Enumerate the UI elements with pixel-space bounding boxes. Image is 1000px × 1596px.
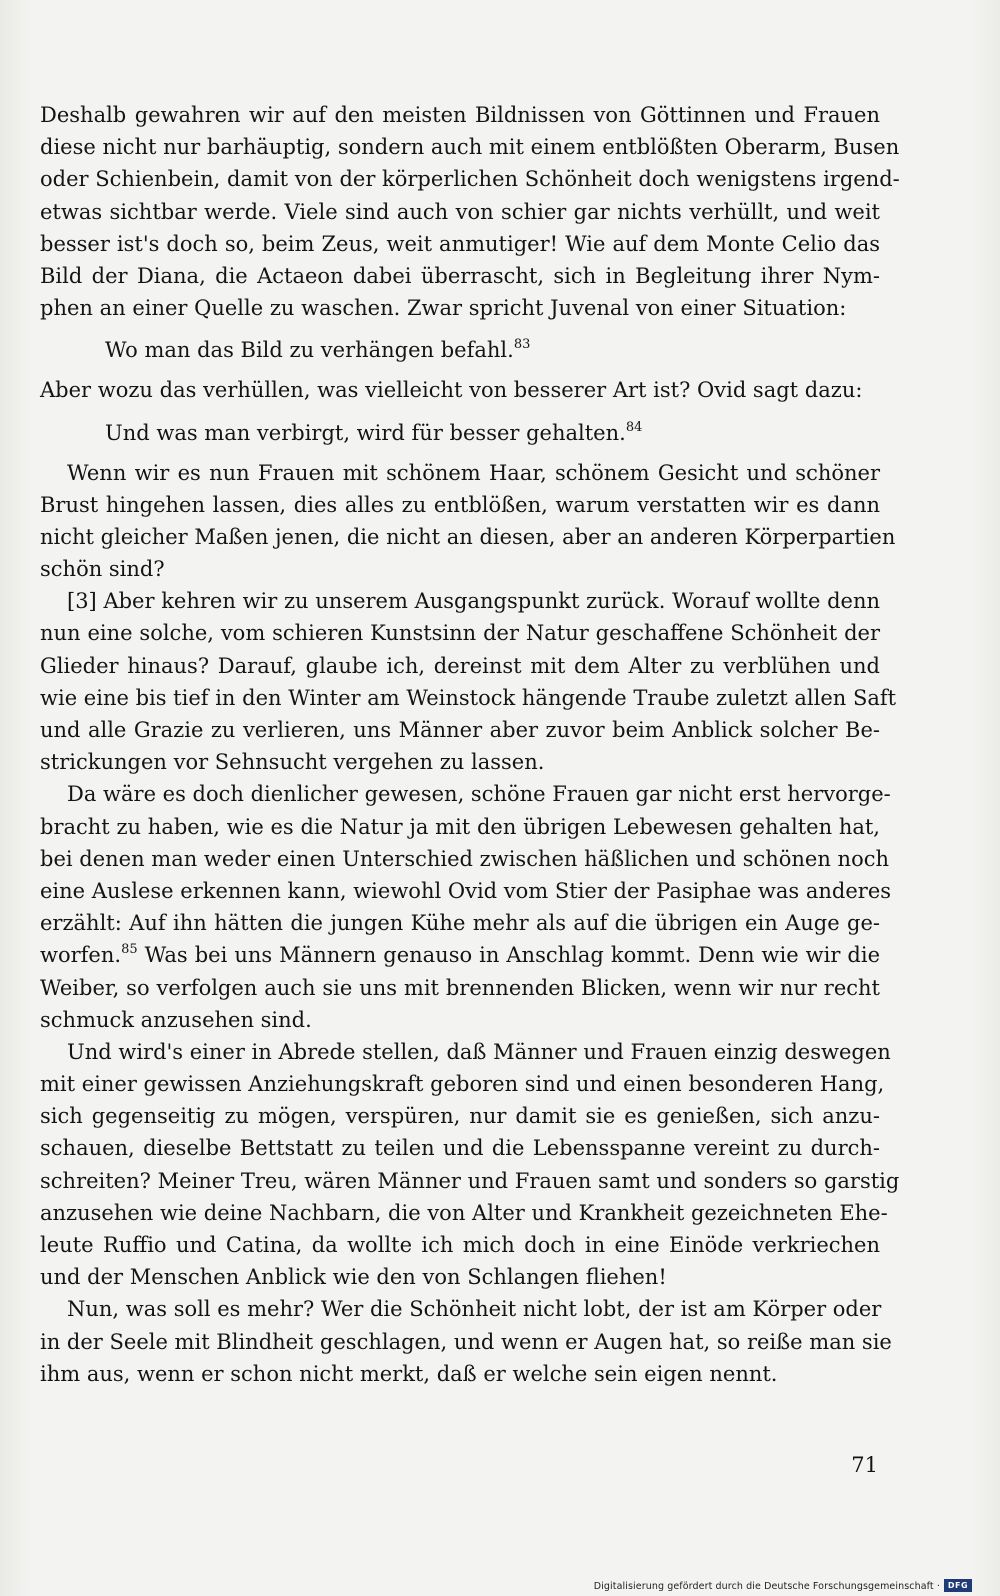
line-text: bei denen man weder einen Unterschied zwischen häßlichen und schönen noch — [40, 846, 890, 871]
line-text: [3] Aber kehren wir zu unserem Ausgangspunkt zurück. Worauf wollte denn — [67, 589, 880, 614]
text-line — [40, 843, 890, 875]
text-line — [40, 521, 896, 553]
verse-line — [40, 457, 880, 489]
text-line — [40, 196, 880, 228]
text-line — [40, 1036, 891, 1068]
line-text: nun eine solche, vom schieren Kunstsinn der Natur geschaffene Schönheit der — [40, 621, 880, 646]
line-text: anzusehen wie deine Nachbarn, die von Alter und Krankheit gezeichneten Ehe- — [40, 1200, 888, 1225]
line-text: bracht zu haben, wie es die Natur ja mit den übrigen Lebewesen gehalten hat, — [40, 814, 880, 839]
line-text: Aber wozu das verhüllen, was vielleicht von besserer Art ist? Ovid sagt dazu: — [40, 378, 863, 403]
line-text: in der Seele mit Blindheit geschlagen, und wenn er Augen hat, so reiße man sie — [40, 1329, 892, 1354]
text-line — [40, 553, 880, 585]
text-line — [40, 1326, 892, 1358]
verse-line — [40, 411, 880, 455]
verse-line — [40, 374, 880, 406]
line-text: Und wird's einer in Abrede stellen, daß Männer und Frauen einzig deswegen — [67, 1039, 891, 1064]
text-line — [40, 1068, 885, 1100]
line-text: wie eine bis tief in den Winter am Weinstock hängende Traube zuletzt allen Saft — [40, 685, 897, 710]
funding-note: Digitalisierung gefördert durch die Deutsche Forschungsgemeinschaft · — [593, 1581, 940, 1592]
text-line — [40, 907, 880, 939]
text-line — [40, 617, 880, 649]
line-text: worfen. — [40, 943, 122, 968]
line-text: Deshalb gewahren wir auf den meisten Bildnissen von Göttinnen und Frauen — [40, 103, 880, 127]
line-text: nicht gleicher Maßen jenen, die nicht an diesen, aber an anderen Körperpartien — [40, 524, 896, 549]
line-text: schauen, dieselbe Bettstatt zu teilen und die Lebensspanne vereint zu durch- — [40, 1136, 880, 1161]
line-text: Glieder hinaus? Darauf, glaube ich, dereinst mit dem Alter zu verblühen und — [40, 653, 880, 678]
line-text: sich gegenseitig zu mögen, verspüren, nur damit sie es genießen, sich anzu- — [40, 1104, 880, 1129]
text-line — [40, 1197, 888, 1229]
line-text: erzählt: Auf ihn hätten die jungen Kühe mehr als auf die übrigen ein Auge ge- — [40, 911, 880, 936]
text-line — [40, 972, 880, 1004]
text-line — [40, 260, 880, 292]
text-line — [40, 746, 880, 778]
text-line — [40, 1132, 880, 1164]
line-text: Bild der Diana, die Actaeon dabei überrascht, sich in Begleitung ihrer Nym- — [40, 263, 880, 288]
line-text: und der Menschen Anblick wie den von Schlangen fliehen! — [40, 1265, 667, 1290]
text-line — [40, 875, 892, 907]
footnote-ref: 84 — [625, 419, 643, 435]
text-line — [40, 163, 900, 195]
line-text: oder Schienbein, damit von der körperlichen Schönheit doch wenigstens irgend- — [40, 167, 900, 192]
line-text: mit einer gewissen Anziehungskraft geboren sind und einen besonderen Hang, — [40, 1072, 885, 1097]
text-line — [40, 99, 880, 131]
line-text: besser ist's doch so, beim Zeus, weit anmutiger! Wie auf dem Monte Celio das — [40, 231, 880, 256]
text-line — [40, 489, 880, 521]
line-text: strickungen vor Sehnsucht vergehen zu lassen. — [40, 750, 545, 775]
line-text: schreiten? Meiner Treu, wären Männer und Frauen samt und sonders so garstig — [40, 1168, 900, 1193]
line-text: Und was man verbirgt, wird für besser gehalten. — [105, 420, 626, 445]
line-text: leute Ruffio und Catina, da wollte ich mich doch in eine Einöde verkriechen — [40, 1233, 880, 1257]
text-line — [40, 1261, 880, 1293]
text-line — [40, 131, 900, 163]
line-text: phen an einer Quelle zu waschen. Zwar spricht Juvenal von einer Situation: — [40, 296, 847, 321]
footnote-ref: 85 — [121, 942, 138, 958]
line-text: Nun, was soll es mehr? Wer die Schönheit nicht lobt, der ist am Körper oder — [67, 1297, 882, 1322]
line-text: ihm aus, wenn er schon nicht merkt, daß er welche sein eigen nennt. — [40, 1361, 778, 1386]
line-text: Wenn wir es nun Frauen mit schönem Haar, schönem Gesicht und schöner — [67, 460, 880, 485]
line-text-continued: Was bei uns Männern genauso in Anschlag kommt. Denn wie wir die — [137, 943, 880, 968]
text-line — [40, 650, 880, 682]
dfg-logo: DFG — [944, 1579, 972, 1592]
text-line — [40, 292, 880, 324]
text-line — [40, 1165, 900, 1197]
text-line — [40, 1358, 880, 1390]
text-line — [40, 1004, 880, 1036]
text-line — [40, 228, 880, 260]
text-line — [40, 811, 880, 843]
line-text: Da wäre es doch dienlicher gewesen, schöne Frauen gar nicht erst hervorge- — [67, 782, 891, 807]
line-text: und alle Grazie zu verlieren, uns Männer aber zuvor beim Anblick solcher Be- — [40, 718, 880, 742]
text-line — [40, 778, 891, 810]
text-line — [40, 1229, 880, 1261]
body-text — [40, 99, 900, 1390]
page-number: 71 — [851, 1453, 878, 1477]
line-text: Weiber, so verfolgen auch sie uns mit brennenden Blicken, wenn wir nur recht — [40, 975, 880, 1000]
verse-line — [40, 328, 880, 372]
text-line — [40, 682, 897, 714]
footnote-ref: 83 — [513, 337, 531, 353]
text-line — [40, 714, 880, 746]
text-line — [40, 585, 880, 617]
line-text: Brust hingehen lassen, dies alles zu entblößen, warum verstatten wir es dann — [40, 492, 880, 517]
line-text: diese nicht nur barhäuptig, sondern auch mit einem entblößten Oberarm, Busen — [40, 135, 900, 160]
line-text: schön sind? — [40, 557, 165, 582]
text-line — [40, 939, 880, 971]
line-text: etwas sichtbar werde. Viele sind auch von schier gar nichts verhüllt, und weit — [40, 199, 880, 224]
text-line — [40, 1293, 880, 1325]
line-text: eine Auslese erkennen kann, wiewohl Ovid vom Stier der Pasiphae was anderes — [40, 878, 892, 903]
text-line — [40, 1100, 880, 1132]
line-text: schmuck anzusehen sind. — [40, 1007, 312, 1032]
line-text: Wo man das Bild zu verhängen befahl. — [105, 338, 514, 363]
